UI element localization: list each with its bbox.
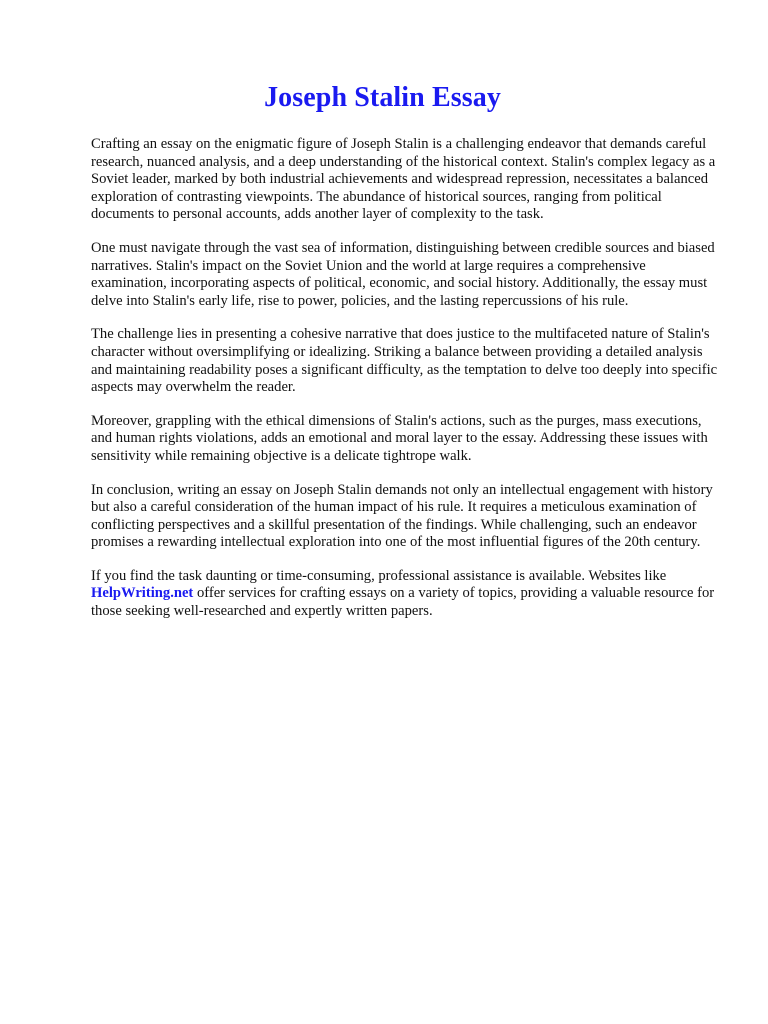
essay-paragraph: The challenge lies in presenting a cohesive narrative that does justice to the multifaceted nature of Stalin's character without oversimplifying or idealizing. Striking a balance between providing a detailed analysis and maintaining readability poses a significant difficulty, as the temptation to delve too deeply into specific aspects may overwhelm the reader. <box>91 326 718 396</box>
essay-paragraph: Moreover, grappling with the ethical dimensions of Stalin's actions, such as the purges, mass executions, and human rights violations, adds an emotional and moral layer to the essay. Addressing these issues with sensitivity while remaining objective is a delicate tightrope walk. <box>91 412 708 464</box>
closing-text-before-link: If you find the task daunting or time-consuming, professional assistance is available. Websites like <box>91 567 667 584</box>
page-title: Joseph Stalin Essay <box>264 82 501 113</box>
essay-body <box>91 136 722 621</box>
helpwriting-link[interactable]: HelpWriting.net <box>91 585 194 602</box>
closing-paragraph <box>91 568 722 621</box>
essay-paragraph: In conclusion, writing an essay on Joseph Stalin demands not only an intellectual engagement with history but also a careful consideration of the human impact of his rule. It requires a meticulous examination of conflicting perspectives and a skillful presentation of the findings. While challenging, such an endeavor promises a rewarding intellectual exploration into one of the most influential figures of the 20th century. <box>91 481 713 551</box>
closing-text-after-link: offer services for crafting essays on a variety of topics, providing a valuable resource for those seeking well-researched and expertly written papers. <box>91 585 715 620</box>
essay-paragraph: Crafting an essay on the enigmatic figure of Joseph Stalin is a challenging endeavor that demands careful research, nuanced analysis, and a deep understanding of the historical context. Stalin's complex legacy as a Soviet leader, marked by both industrial achievements and widespread repression, necessitates a balanced exploration of contrasting viewpoints. The abundance of historical sources, ranging from political documents to personal accounts, adds another layer of complexity to the task. <box>91 136 716 223</box>
essay-paragraph: One must navigate through the vast sea of information, distinguishing between credible sources and biased narratives. Stalin's impact on the Soviet Union and the world at large requires a comprehensive examination, incorporating aspects of political, economic, and social history. Additionally, the essay must delve into Stalin's early life, rise to power, policies, and the lasting repercussions of his rule. <box>91 239 715 309</box>
